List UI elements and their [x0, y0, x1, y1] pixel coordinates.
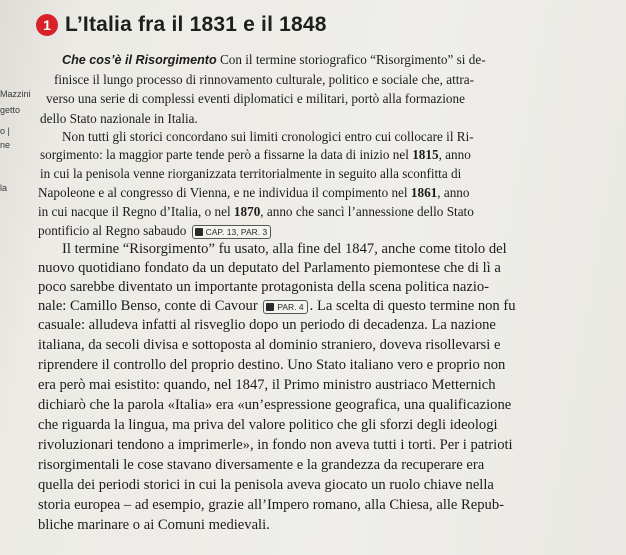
section-heading — [36, 10, 327, 40]
reference-label: PAR. 4 — [277, 301, 304, 312]
text-line: finisce il lungo processo di rinnovamento culturale, politico e sociale che, attra- — [54, 72, 475, 87]
margin-note: getto — [0, 105, 21, 115]
text-line: rivoluzionari tendono a imprimerle», in fondo non aveva tutti i torti. Per i patrioti — [38, 437, 513, 453]
text-line: in cui la penisola venne riorganizzata territorialmente in seguito alla sconfitta di — [40, 166, 462, 181]
reference-icon — [195, 228, 203, 236]
text-line: dello Stato nazionale in Italia. — [40, 111, 198, 126]
text-line — [38, 184, 469, 203]
text-line — [38, 203, 474, 222]
text-line: Il termine “Risorgimento” fu usato, alla fine del 1847, anche come titolo del — [62, 241, 507, 257]
year: 1870 — [233, 204, 261, 219]
text-line: casuale: alludeva infatti al risveglio dopo un periodo di decadenza. La nazione — [38, 317, 496, 333]
section-number-badge: 1 — [36, 14, 58, 36]
reference-icon — [266, 303, 274, 311]
section-title: L’Italia fra il 1831 e il 1848 — [65, 13, 327, 36]
text-line: nuovo quotidiano fondato da un deputato del Parlamento piemontese che di lì a — [38, 260, 501, 276]
text-line: quella dei periodi storici in cui la penisola aveva giocato un ruolo chiave nella — [38, 477, 494, 493]
paragraph-lead: Che cos’è il Risorgimento — [62, 53, 217, 67]
text-span: pontificio al Regno sabaudo — [38, 223, 187, 238]
margin-note: Mazzini — [0, 89, 31, 99]
text-span: , anno — [437, 185, 470, 200]
margin-note: ne — [0, 140, 11, 150]
text-line: che riguarda la lingua, ma priva del valore politico che gli sforzi degli ideologi — [38, 417, 498, 433]
text-span: , anno — [438, 147, 471, 162]
chapter-reference-link[interactable] — [192, 225, 272, 239]
text-span: Con il termine storiografico “Risorgimento” si de- — [219, 52, 486, 67]
text-line: riprendere il controllo del proprio destino. Uno Stato italiano vero e proprio non — [38, 357, 506, 373]
year: 1815 — [412, 147, 439, 162]
text-line — [62, 51, 486, 70]
text-line — [40, 146, 471, 165]
text-span: , anno che sancì l’annessione dello Stato — [260, 204, 474, 219]
margin-note: la — [0, 183, 8, 193]
paragraph-reference-link[interactable] — [263, 300, 307, 314]
text-line: dichiarò che la parola «Italia» era «un’espressione geografica, una qualificazione — [38, 397, 512, 413]
margin-note: o | — [0, 126, 10, 136]
reference-label: CAP. 13, PAR. 3 — [205, 226, 268, 237]
text-span: nale: Camillo Benso, conte di Cavour — [38, 298, 258, 314]
text-span: Napoleone e al congresso di Vienna, e ne individua il compimento nel — [38, 185, 408, 200]
text-line: verso una serie di complessi eventi diplomatici e militari, portò alla formazione — [46, 91, 465, 106]
text-line — [38, 297, 516, 316]
text-span: sorgimento: la maggior parte tende però a fissarne la data di inizio nel — [40, 147, 409, 162]
text-span: in cui nacque il Regno d’Italia, o nel — [38, 204, 231, 219]
year: 1861 — [410, 185, 438, 200]
text-line: Non tutti gli storici concordano sui limiti cronologici entro cui collocare il Ri- — [62, 129, 474, 144]
text-line: storia europea – ad esempio, grazie all’Impero romano, alla Chiesa, alle Repub- — [38, 497, 505, 513]
text-span: . La scelta di questo termine non fu — [309, 298, 516, 314]
text-line: poco sarebbe diventato un importante protagonista della scena politica nazio- — [38, 279, 490, 295]
text-line: italiana, da secoli divisa e sottoposta al dominio straniero, doveva risollevarsi e — [38, 337, 501, 353]
text-line: era però mai esistito: quando, nel 1847, il Primo ministro austriaco Metternich — [38, 377, 496, 393]
text-line: risorgimentali le cose stavano diversamente e la grandezza da recuperare era — [38, 457, 485, 473]
text-line — [38, 222, 273, 241]
text-line: bliche marinare o ai Comuni medievali. — [38, 517, 270, 533]
